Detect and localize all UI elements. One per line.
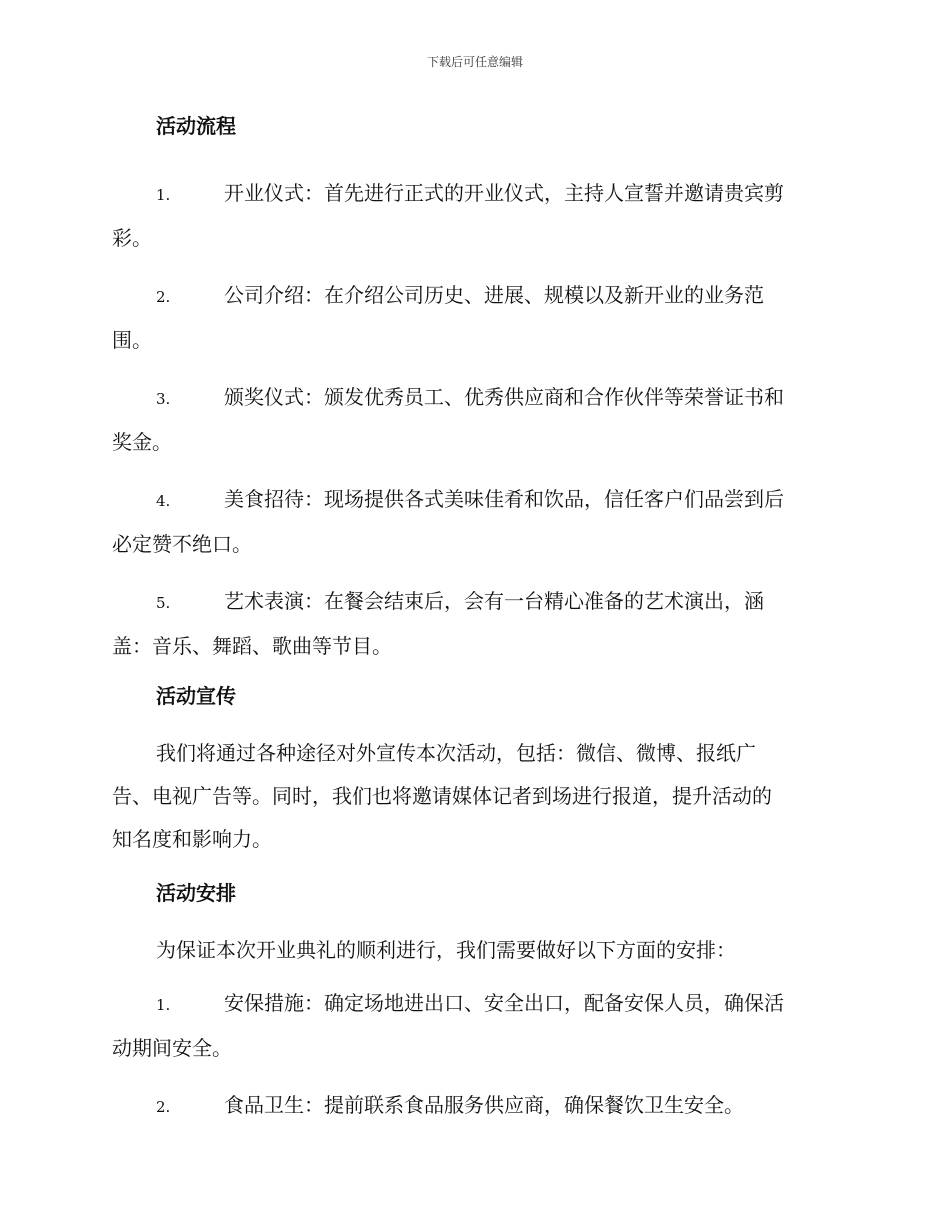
list-item xyxy=(112,982,838,1070)
list-text-continuation: 彩。 xyxy=(112,226,152,250)
list-number: 5. xyxy=(156,594,171,612)
list-text-continuation: 奖金。 xyxy=(112,430,172,454)
page-header: 下载后可任意编辑 xyxy=(426,55,523,69)
paragraph xyxy=(112,732,838,861)
section-heading: 活动流程 xyxy=(156,114,236,138)
list-number: 4. xyxy=(156,492,171,510)
list-text-continuation: 必定赞不绝口。 xyxy=(112,532,252,556)
list-item xyxy=(112,172,838,260)
list-item xyxy=(112,274,838,362)
list-number: 3. xyxy=(156,390,171,408)
list-text: 食品卫生：提前联系食品服务供应商，确保餐饮卫生安全。 xyxy=(224,1093,744,1117)
section-heading: 活动安排 xyxy=(156,881,236,905)
list-text: 美食招待：现场提供各式美味佳肴和饮品，信任客户们品尝到后 xyxy=(224,487,784,511)
list-item xyxy=(112,376,838,464)
list-number: 1. xyxy=(156,996,171,1014)
section-heading: 活动宣传 xyxy=(156,684,236,708)
list-number: 1. xyxy=(156,186,171,204)
list-text: 艺术表演：在餐会结束后，会有一台精心准备的艺术演出，涵 xyxy=(224,589,764,613)
paragraph-line: 告、电视广告等。同时，我们也将邀请媒体记者到场进行报道，提升活动的 xyxy=(112,784,772,808)
document-body xyxy=(112,108,838,1143)
paragraph xyxy=(112,929,838,972)
list-text: 开业仪式：首先进行正式的开业仪式，主持人宣誓并邀请贵宾剪 xyxy=(224,181,784,205)
list-number: 2. xyxy=(156,288,171,306)
list-item xyxy=(112,1084,838,1129)
list-text: 颁奖仪式：颁发优秀员工、优秀供应商和合作伙伴等荣誉证书和 xyxy=(224,385,784,409)
list-text: 公司介绍：在介绍公司历史、进展、规模以及新开业的业务范 xyxy=(224,283,764,307)
list-text: 安保措施：确定场地进出口、安全出口，配备安保人员，确保活 xyxy=(224,991,784,1015)
list-text-continuation: 动期间安全。 xyxy=(112,1036,232,1060)
paragraph-line: 为保证本次开业典礼的顺利进行，我们需要做好以下方面的安排： xyxy=(156,938,736,962)
list-item xyxy=(112,478,838,566)
paragraph-line: 知名度和影响力。 xyxy=(112,827,272,851)
list-text-continuation: 盖：音乐、舞蹈、歌曲等节目。 xyxy=(112,634,392,658)
list-number: 2. xyxy=(156,1098,171,1116)
list-text-continuation: 围。 xyxy=(112,328,152,352)
list-item xyxy=(112,580,838,668)
paragraph-line: 我们将通过各种途径对外宣传本次活动，包括：微信、微博、报纸广 xyxy=(156,741,756,765)
